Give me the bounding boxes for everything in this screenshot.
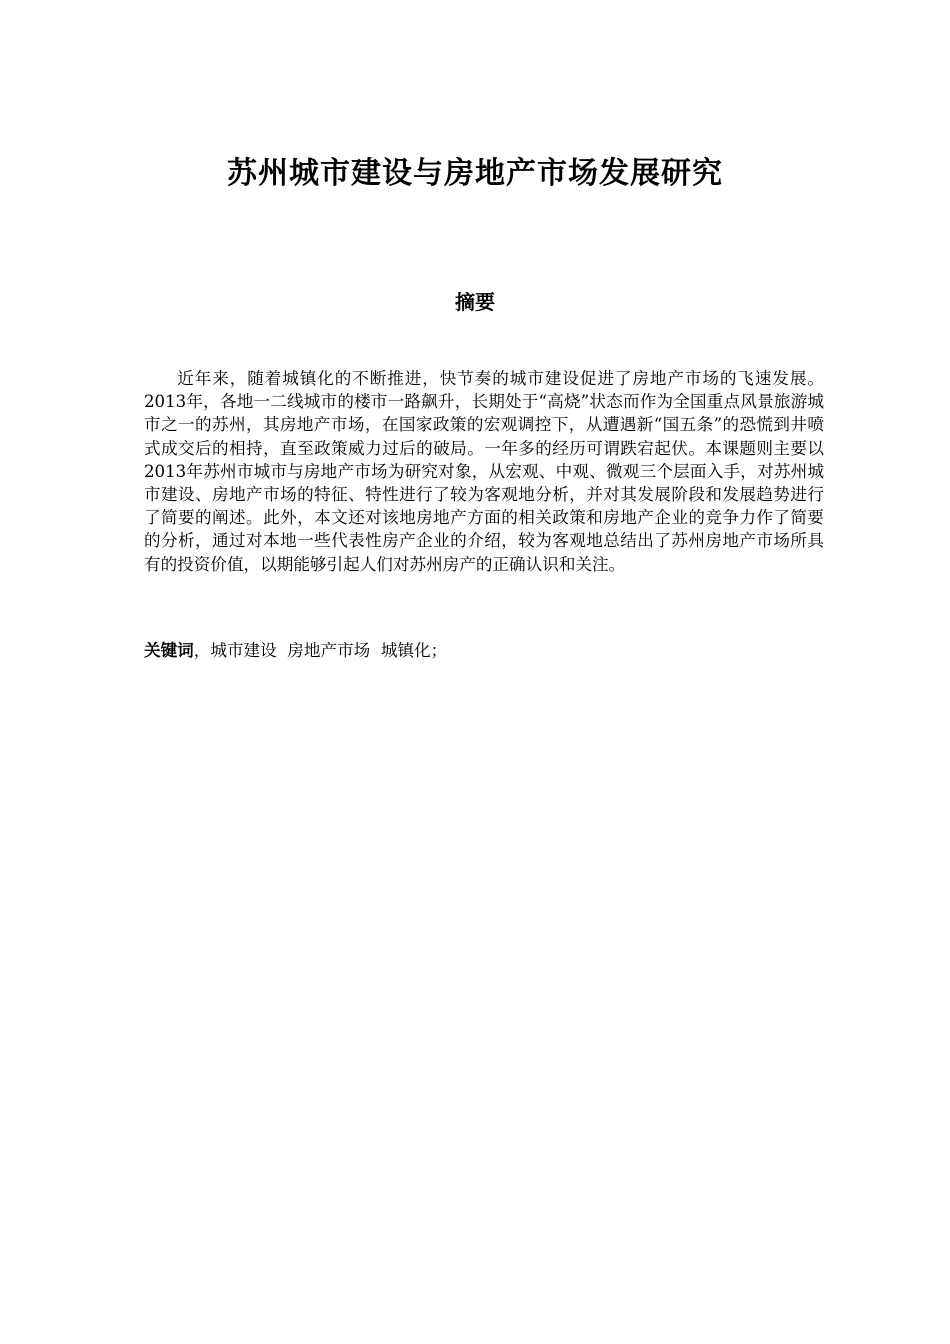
keywords-text: ，城市建设 房地产市场 城镇化； bbox=[193, 641, 448, 660]
abstract-paragraph: 近年来，随着城镇化的不断推进，快节奏的城市建设促进了房地产市场的飞速发展。2013年，各地一二线城市的楼市一路飙升，长期处于“高烧”状态而作为全国重点风景旅游城市之一的苏州，其房地产市场，在国家政策的宏观调控下，从遭遇新“国五条”的恐慌到井喷式成交后的相持，直至政策威力过后的破局。一年多的经历可谓跌宕起伏。本课题则主要以2013年苏州市城市与房地产市场为研究对象，从宏观、中观、微观三个层面入手，对苏州城市建设、房地产市场的特征、特性进行了较为客观地分析，并对其发展阶段和发展趋势进行了简要的阐述。此外，本文还对该地房地产方面的相关政策和房地产企业的竞争力作了简要的分析，通过对本地一些代表性房产企业的介绍，较为客观地总结出了苏州房地产市场所具有的投资价值，以期能够引起人们对苏州房产的正确认识和关注。 bbox=[144, 369, 824, 574]
keywords-line bbox=[144, 639, 824, 662]
keywords-label: 关键词 bbox=[144, 641, 194, 660]
document-title: 苏州城市建设与房地产市场发展研究 bbox=[227, 156, 723, 191]
abstract-heading: 摘要 bbox=[455, 290, 495, 314]
